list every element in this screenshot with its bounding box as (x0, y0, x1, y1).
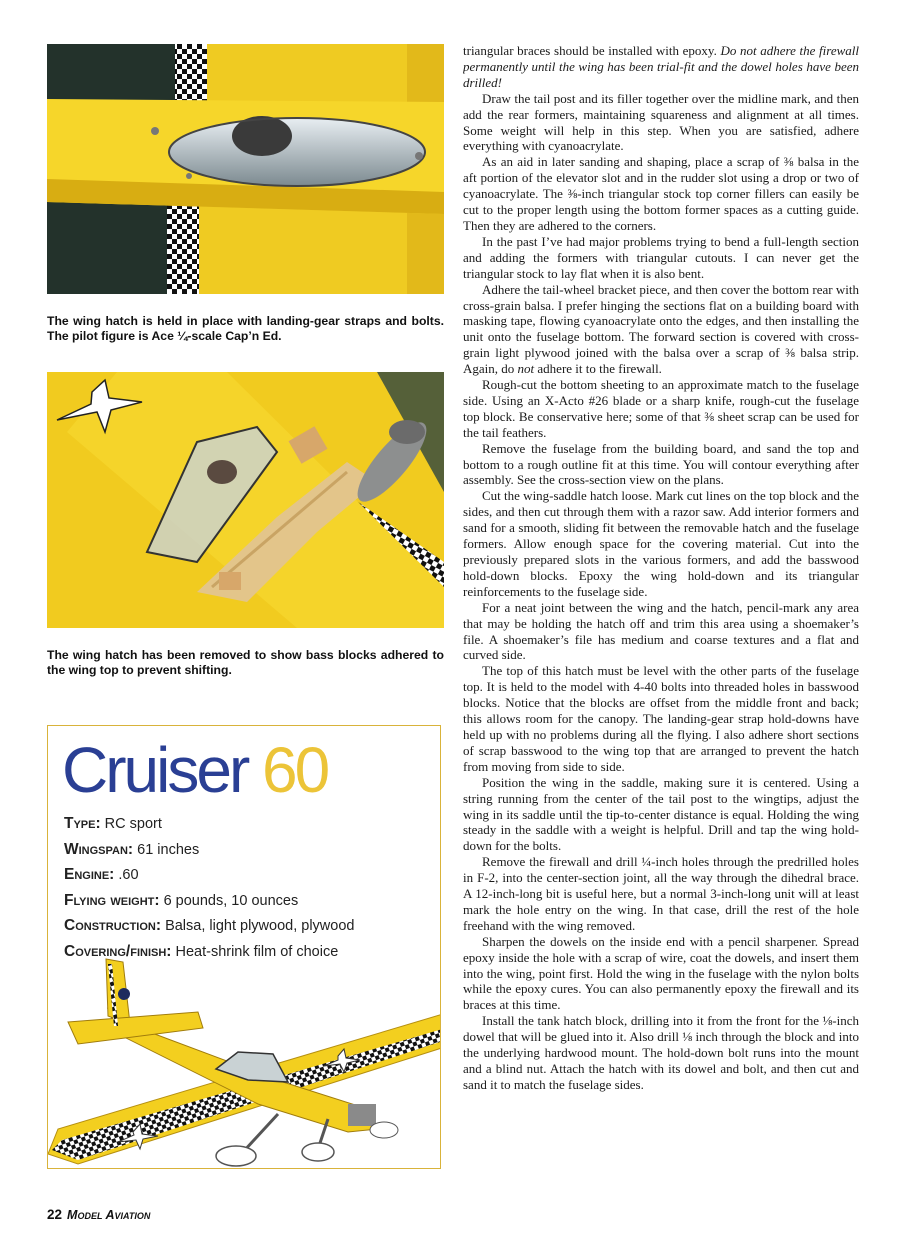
spec-label: Engine: (64, 866, 115, 883)
article-text: triangular braces should be installed with epoxy. (463, 43, 721, 58)
article-emphasis: not (517, 361, 535, 377)
article-paragraph: For a neat joint between the wing and the hatch, pencil-mark any area that may be holding the hatch off and trim this area using a shoemaker’s file. A shoemaker’s file has medium and coarse textures and a flat and curved side. (463, 599, 859, 663)
spec-value: Heat-shrink film of choice (175, 943, 339, 960)
spec-label: Construction: (64, 917, 162, 934)
article-text: Adhere the tail-wheel bracket piece, and then cover the bottom rear with cross-grain balsa. I prefer hinging the sections flat on a building board with masking tape, flowing cyanoacrylate onto the edges, and then installing the unit onto the fuselage bottom. The forward section is covered with cross-grain light plywood joined with the balsa over a scrap of ⅜ balsa strip. Again, do (463, 281, 859, 377)
article-paragraph: As an aid in later sanding and shaping, place a scrap of ⅜ balsa in the aft portion of the elevator slot and in the rudder slot using a drop or two of cyanoacrylate. The ⅜-inch triangular stock top corner fillers can easily be cut to the proper length using the bottom former spaces as a cutting guide. Then they are adhered to the corners. (463, 154, 859, 233)
photo-caption-hatch-removed: The wing hatch has been removed to show bass blocks adhered to the wing top to prevent shifting. (47, 648, 444, 677)
article-paragraph: Sharpen the dowels on the inside end with a pencil sharpener. Spread epoxy inside the hole with a scrap of wire, coat the dowels, and insert them into the wing, point first. Hold the wing in the fuselage with the nylon bolts while the epoxy cures. You can also permanently epoxy the firewall and its braces at this time. (463, 933, 859, 1013)
spec-label: Type: (64, 815, 101, 832)
article-paragraph: Remove the fuselage from the building board, and sand the top and bottom to a rough outline fit at this time. You will contour everything after assembly. See the cross-section view on the plans. (463, 440, 859, 488)
article-emphasis: Do not adhere the firewall permanently until the wing has been trial-fit and the dowel holes have been drilled! (463, 43, 859, 90)
spec-value: Balsa, light plywood, plywood (165, 918, 355, 934)
publication-name: Model Aviation (67, 1208, 151, 1222)
spec-item (64, 862, 354, 888)
spec-value: 61 inches (137, 841, 200, 858)
article-paragraph: Install the tank hatch block, drilling into it from the front for the ⅛-inch dowel that will be glued into it. Also drill ⅛ inch through the block and into the underlying hardwood mount. The hold-down bolt runs into the mount and a blind nut. Attach the hatch with its dowel and bolt, and then cut and sand it to match the fuselage sides. (463, 1013, 859, 1092)
spec-title-name: Cruiser (62, 734, 248, 806)
spec-title-number: 60 (262, 734, 328, 806)
spec-value: RC sport (104, 816, 162, 832)
article-paragraph: Rough-cut the bottom sheeting to an approximate match to the fuselage side. Using an X-Acto #26 blade or a sharp knife, rough-cut the fuselage top block. Be conservative here; some of that ⅜ sheet scrap can be used for the tail feathers. (463, 377, 859, 440)
spec-label: Wingspan: (64, 840, 134, 858)
article-paragraph (463, 43, 859, 91)
spec-item (64, 837, 354, 863)
spec-item (64, 888, 354, 914)
article-paragraph: Remove the firewall and drill ¼-inch holes through the predrilled holes in F-2, into the center-section joint, all the way through the dihedral brace. A 12-inch-long bit is useful here, but a normal 3-inch-long unit will at least mark the hole entry on the wing. In that case, drill the rest of the hole freehand with the wing removed. (463, 854, 859, 933)
spec-title (62, 730, 327, 810)
spec-item (64, 913, 354, 939)
page-number: 22 (47, 1207, 63, 1222)
article-paragraph: Cut the wing-saddle hatch loose. Mark cut lines on the top block and the sides, and then cut through them with a razor saw. Add interior formers and sand for a smooth, sliding fit between the removable hatch and the fuselage formers. Allow enough space for the covering material. Cut into the previously prepared slots in the various formers, and add the basswood hold-down blocks. Epoxy the wing hold-down and its triangular reinforcements to the fuselage side. (463, 488, 859, 599)
spec-value: .60 (118, 867, 139, 883)
article-paragraph: Position the wing in the saddle, making sure it is centered. Using a string running from the center of the tail post to the wingtips, adjust the wing in its saddle until the tip-to-center distance is equal. Holding the wing steady in the saddle with a weight is helpful. Drill and tap the wing hold-down for the bolts. (463, 774, 859, 854)
photo-hatch-removed (47, 372, 444, 628)
article-paragraph: Draw the tail post and its filler together over the midline mark, and then add the rear formers, maintaining squareness and alignment at all times. Some weight will help in this step. When you are satisfied, adhere everything with cyanoacrylate. (463, 90, 859, 154)
spec-value: 6 pounds, 10 ounces (163, 892, 299, 909)
article-paragraph (463, 282, 859, 377)
article-paragraph: In the past I’ve had major problems trying to bend a full-length section and adding the formers with triangular cutouts. I can never get the triangular stock to lay flat when it is also bent. (463, 233, 859, 281)
article-body (463, 43, 859, 1193)
airplane-model-image (48, 954, 440, 1169)
article-text: adhere it to the firewall. (534, 361, 662, 377)
page-footer (47, 1207, 150, 1222)
spec-label: Covering/finish: (64, 942, 172, 960)
spec-box (47, 725, 441, 1169)
spec-label: Flying weight: (64, 891, 160, 909)
photo-caption-wing-hatch: The wing hatch is held in place with landing-gear straps and bolts. The pilot figure is Ace ¼-scale Cap’n Ed. (47, 314, 444, 343)
spec-list (64, 811, 354, 964)
spec-item (64, 811, 354, 837)
article-paragraph: The top of this hatch must be level with the other parts of the fuselage top. It is held to the model with 4-40 bolts into threaded holes in basswood blocks. Notice that the blocks are offset from the middle front and back; this allows room for the canopy. The landing-gear strap hold-downs have held up with no problems during all the flying. I also adhere short sections of scrap basswood to the wing top that are arranged to prevent the hatch from moving from side to side. (463, 663, 859, 774)
photo-wing-hatch (47, 44, 444, 294)
